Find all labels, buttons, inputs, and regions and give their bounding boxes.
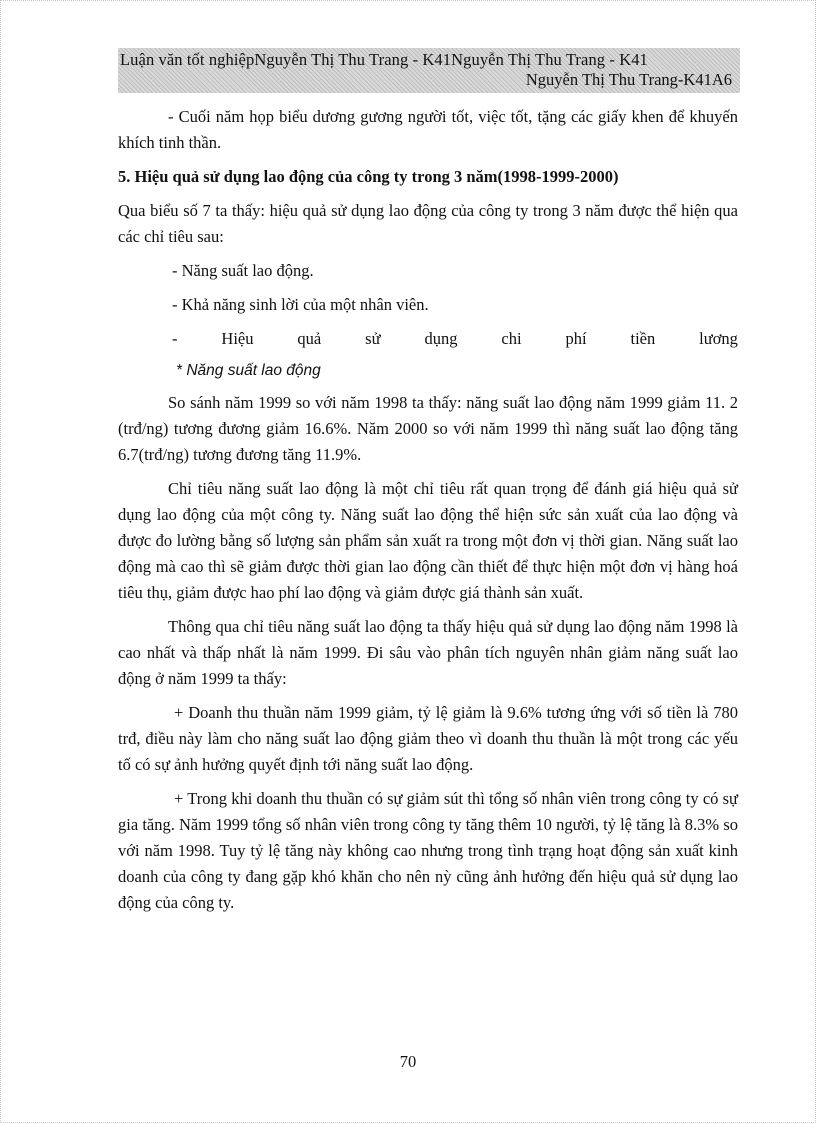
header-line-2: Nguyễn Thị Thu Trang-K41A6 [525, 70, 732, 89]
spread-word: lương [699, 329, 738, 348]
spread-word: tiền [630, 329, 656, 348]
page-header [118, 48, 740, 93]
list-item: - Khả năng sinh lời của một nhân viên. [172, 295, 429, 314]
spread-word: chi [501, 329, 522, 348]
spread-list-item [118, 326, 738, 352]
paragraph-4: Chỉ tiêu năng suất lao động là một chỉ tiêu rất quan trọng để đánh giá hiệu quả sử dụng lao động của một công ty. Năng suất lao động thể hiện sức sản xuất của lao động và được đo lường bằng số lượng sản phẩm sản xuất ra trong một đơn vị thời gian. Năng suất lao động mà cao thì sẽ giảm được thời gian lao động cần thiết để thực hiện một đơn vị hàng hoá tiêu thụ, giảm được hao phí lao động và giảm được giá thành sản xuất. [118, 479, 738, 602]
spread-word: phí [565, 329, 587, 348]
spread-word: Hiệu [221, 329, 254, 348]
header-line-1: Luận văn tốt nghiệpNguyễn Thị Thu Trang - K41Nguyễn Thị Thu Trang - K41 [120, 50, 648, 69]
paragraph-2: Qua biểu số 7 ta thấy: hiệu quả sử dụng lao động của công ty trong 3 năm được thể hiện qua các chỉ tiêu sau: [118, 201, 738, 246]
spread-word: sử [365, 329, 381, 348]
spread-word: quả [297, 329, 322, 348]
sub-heading: * Năng suất lao động [176, 362, 321, 379]
paragraph-3: So sánh năm 1999 so với năm 1998 ta thấy: năng suất lao động năm 1999 giảm 11. 2 (trđ/ng) tương đương giảm 16.6%. Năm 2000 so với năm 1999 thì năng suất lao động tăng 6.7(trđ/ng) tương đương tăng 11.9%. [118, 393, 738, 464]
page-number: 70 [399, 1052, 417, 1071]
paragraph-7: + Trong khi doanh thu thuần có sự giảm sút thì tổng số nhân viên trong công ty có sự gia tăng. Năm 1999 tổng số nhân viên trong công ty tăng thêm 10 người, tỷ lệ tăng là 8.3% so với năm 1998. Tuy tỷ lệ tăng này không cao nhưng trong tình trạng hoạt động sản xuất kinh doanh của công ty đang gặp khó khăn cho nên nỳ cũng ảnh hưởng đến hiệu quả sử dụng lao động của công ty. [118, 789, 738, 912]
paragraph-6: + Doanh thu thuần năm 1999 giảm, tỷ lệ giảm là 9.6% tương ứng với số tiền là 780 trđ, điều này làm cho năng suất lao động giảm theo vì doanh thu thuần là một trong các yếu tố có sự ảnh hưởng quyết định tới năng suất lao động. [118, 703, 738, 774]
section-title: 5. Hiệu quả sử dụng lao động của công ty trong 3 năm(1998-1999-2000) [118, 167, 619, 186]
paragraph-1: - Cuối năm họp biểu dương gương người tốt, việc tốt, tặng các giấy khen để khuyến khích tinh thần. [118, 107, 738, 152]
document-body [118, 104, 738, 924]
paragraph-5: Thông qua chỉ tiêu năng suất lao động ta thấy hiệu quả sử dụng lao động năm 1998 là cao nhất và thấp nhất là năm 1999. Đi sâu vào phân tích nguyên nhân giảm năng suất lao động ở năm 1999 ta thấy: [118, 617, 738, 688]
spread-word: - [172, 329, 178, 348]
list-item: - Năng suất lao động. [172, 261, 314, 280]
spread-word: dụng [424, 329, 458, 348]
